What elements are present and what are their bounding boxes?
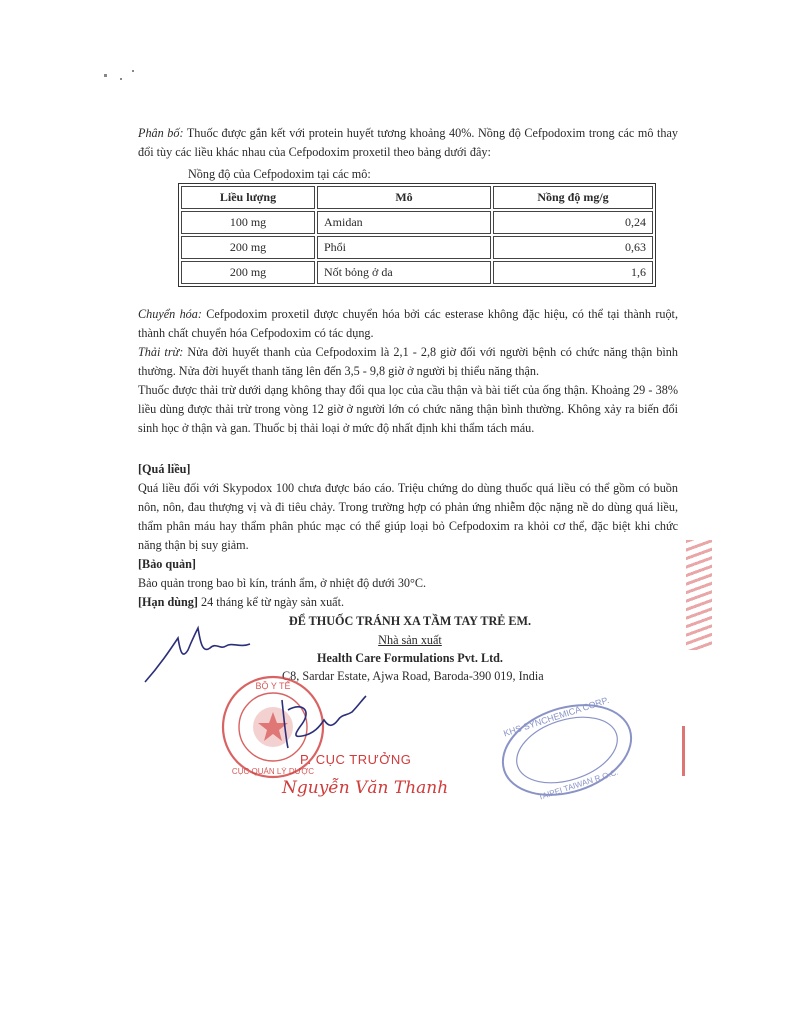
manufacturer-label: Nhà sản xuất: [378, 633, 442, 647]
distribution-paragraph: [138, 124, 678, 162]
table-header: Liều lượng: [181, 186, 315, 209]
elimination-text: Nửa đời huyết thanh của Cefpodoxim là 2,1 - 2,8 giờ đối với người bệnh có chức năng thận bình thường. Nửa đời huyết thanh tăng lên đến 3,5 - 9,8 giờ ở người bị thiểu năng thận.: [138, 345, 678, 378]
table-row: [181, 261, 653, 284]
handwritten-signature-center: [262, 690, 382, 760]
scan-speck: [120, 78, 122, 80]
official-name: Nguyễn Văn Thanh: [282, 778, 449, 798]
table-cell: 1,6: [493, 261, 653, 284]
expiry-text: 24 tháng kể từ ngày sản xuất.: [197, 595, 345, 609]
svg-text:CỤC QUẢN LÝ DƯỢC: CỤC QUẢN LÝ DƯỢC: [231, 767, 315, 776]
expiry-paragraph: [138, 593, 678, 612]
expiry-heading: [Hạn dùng]: [138, 595, 198, 609]
table-header: Nồng độ mg/g: [493, 186, 653, 209]
table-cell: 200 mg: [181, 261, 315, 284]
storage-text: Bảo quản trong bao bì kín, tránh ẩm, ở nhiệt độ dưới 30°C.: [138, 576, 427, 590]
table-row: [181, 236, 653, 259]
metabolism-paragraph: [138, 305, 678, 343]
table-header: Mô: [317, 186, 491, 209]
storage-heading: [Bảo quản]: [138, 557, 196, 571]
table-cell: Nốt bỏng ở da: [317, 261, 491, 284]
overdose-text: Quá liều đối với Skypodox 100 chưa được báo cáo. Triệu chứng do dùng thuốc quá liều có thể gồm có buồn nôn, nôn, đau thượng vị và đi tiêu chảy. Trong trường hợp có phản ứng nhiễm độc nặng nề do dùng quá liều, thẩm phân máu hay thẩm phân phúc mạc có thể giúp loại bỏ Cefpodoxim ra khỏi cơ thể, đặc biệt khi chức năng thận bị suy giảm.: [138, 481, 678, 552]
page-edge-mark: [682, 726, 685, 776]
official-title: P. CỤC TRƯỞNG: [300, 752, 412, 767]
table-header-row: [181, 186, 653, 209]
table-cell: 0,63: [493, 236, 653, 259]
child-warning: ĐỂ THUỐC TRÁNH XA TẦM TAY TRẺ EM.: [288, 614, 532, 628]
table-cell: Phổi: [317, 236, 491, 259]
distribution-label: Phân bố:: [138, 126, 184, 140]
metabolism-text: Cefpodoxim proxetil được chuyển hóa bởi các esterase không đặc hiệu, có thể tại thành ruột, thành chất chuyển hóa Cefpodoxim có tác dụng.: [138, 307, 678, 340]
svg-text:TAIPEI TAIWAN R.O.C.: TAIPEI TAIWAN R.O.C.: [537, 767, 620, 802]
table-cell: Amidan: [317, 211, 491, 234]
svg-text:KHS SYNCHEMICA CORP.: KHS SYNCHEMICA CORP.: [502, 694, 611, 739]
scan-speck: [104, 74, 107, 77]
table-cell: 200 mg: [181, 236, 315, 259]
scan-speck: [132, 70, 134, 72]
table-cell: 0,24: [493, 211, 653, 234]
table-row: [181, 211, 653, 234]
distribution-text: Thuốc được gắn kết với protein huyết tương khoảng 40%. Nồng độ Cefpodoxim trong các mô thay đổi tùy các liều khác nhau của Cefpodoxim proxetil theo bảng dưới đây:: [138, 126, 678, 159]
elimination-paragraph: [138, 343, 678, 381]
blue-company-seal: [492, 694, 642, 806]
concentration-table: [178, 183, 656, 287]
table-caption: Nồng độ của Cefpodoxim tại các mô:: [188, 167, 371, 181]
table-cell: 100 mg: [181, 211, 315, 234]
manufacturer-name: Health Care Formulations Pvt. Ltd.: [317, 651, 503, 665]
svg-text:BỘ Y TẾ: BỘ Y TẾ: [255, 681, 291, 691]
overdose-heading: [Quá liều]: [138, 462, 191, 476]
elimination-label: Thải trừ:: [138, 345, 184, 359]
metabolism-label: Chuyển hóa:: [138, 307, 202, 321]
manufacturer-address: C8, Sardar Estate, Ajwa Road, Baroda-390 019, India: [282, 669, 544, 683]
page-edge-stamp-mark: [686, 540, 712, 650]
elimination-paragraph-2: Thuốc được thải trừ dưới dạng không thay đổi qua lọc của cầu thận và bài tiết của ống thận. Khoảng 29 - 38% liều dùng được thải trừ trong vòng 12 giờ ở người lớn có chức năng thận bình thường. Không xảy ra biến đổi sinh học ở thận và gan. Thuốc bị thải loại ở mức độ nhất định khi thẩm tách máu.: [138, 383, 678, 435]
